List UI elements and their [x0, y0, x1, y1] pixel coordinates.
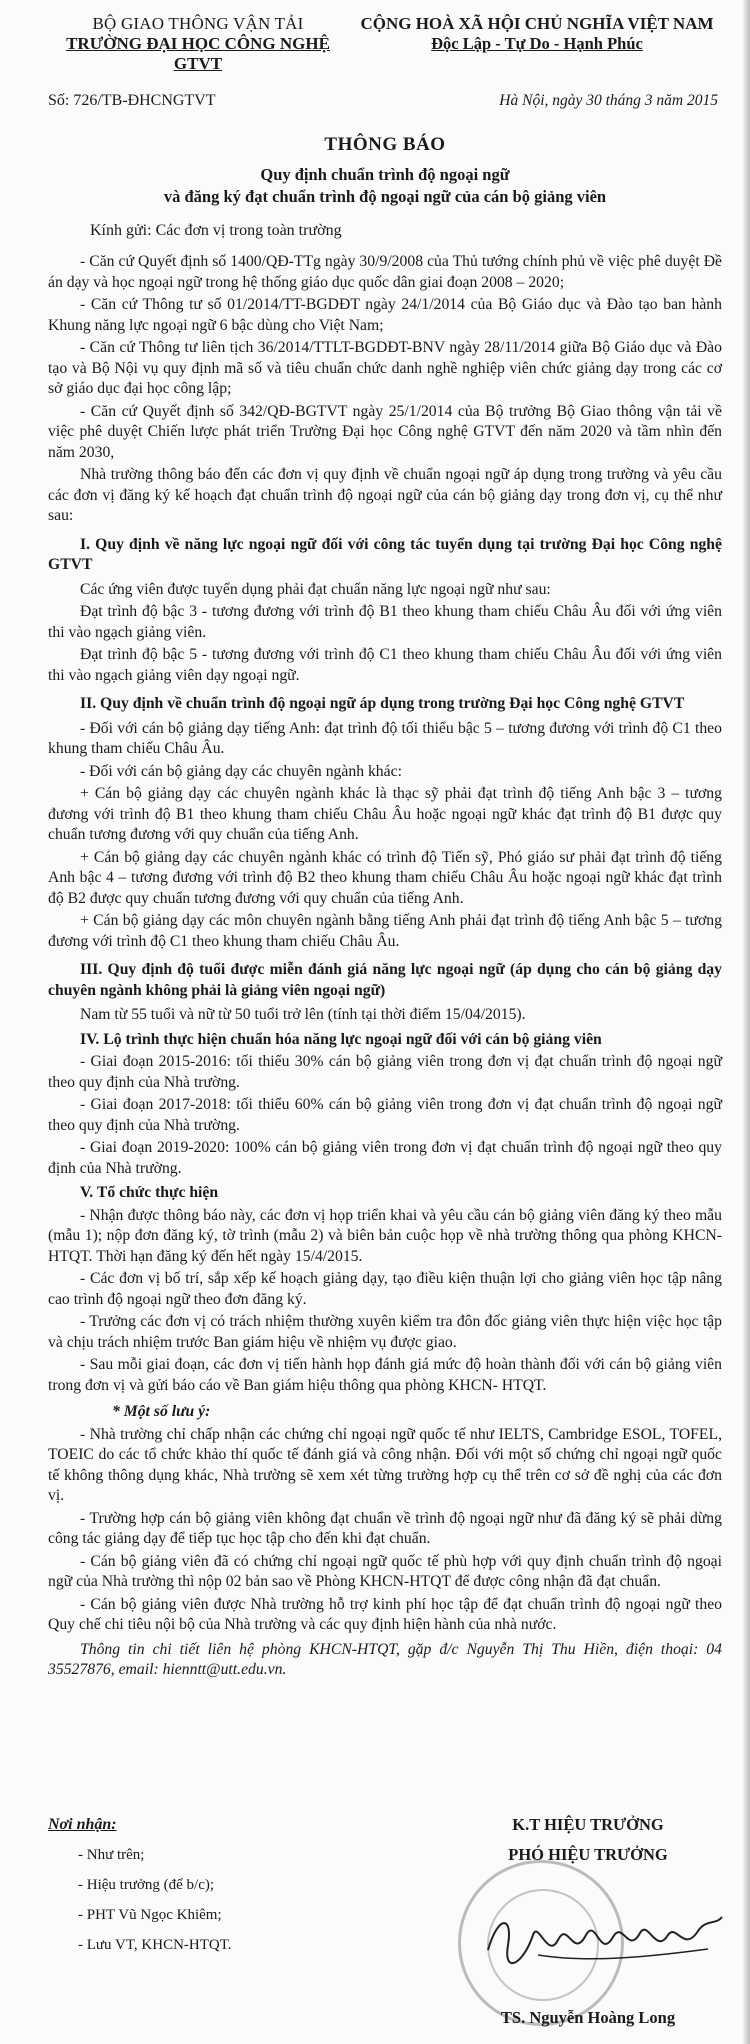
- body-paragraph: - Sau mỗi giai đoạn, các đơn vị tiến hành họp đánh giá mức độ hoàn thành đối với cán bộ giảng viên trong đơn vị và gửi báo cáo về Ban giám hiệu thông qua phòng KHCN- HTQT.: [48, 1356, 722, 1394]
- body-paragraph: + Cán bộ giảng dạy các chuyên ngành khác có trình độ Tiến sỹ, Phó giáo sư phải đạt trình độ tiếng Anh bậc 4 – tương đương với trình độ B2 theo khung tham chiếu Châu Âu hoặc ngoại ngữ khác đạt trình độ B2 được quy chuẩn tương đương với quy chuẩn của tiếng Anh.: [48, 848, 722, 907]
- document-number: Số: 726/TB-ĐHCNGTVT: [48, 92, 216, 109]
- recipients-block: [48, 1810, 348, 1960]
- national-block: [352, 14, 722, 74]
- issue-date: Hà Nội, ngày 30 tháng 3 năm 2015: [499, 92, 718, 109]
- body-paragraph: - Cán bộ giảng viên được Nhà trường hỗ trợ kinh phí học tập để đạt chuẩn trình độ ngoại ngữ theo Quy chế chi tiêu nội bộ của Nhà trường và các quy định hiện hành của nhà nước.: [48, 1595, 722, 1633]
- document-subtitle: [48, 164, 722, 208]
- body-paragraph: - Trường hợp cán bộ giảng viên không đạt chuẩn về trình độ ngoại ngữ như đã đăng ký sẽ phải dừng công tác giảng dạy để tiếp tục học tập cho đến khi đạt chuẩn.: [48, 1509, 722, 1547]
- notes-heading: * Một số lưu ý:: [112, 1403, 211, 1420]
- signature-block: [438, 1810, 738, 2027]
- body-paragraph: - Giai đoạn 2015-2016: tối thiểu 30% cán bộ giảng viên trong đơn vị đạt chuẩn trình độ ngoại ngữ theo quy định của Nhà trường.: [48, 1053, 722, 1091]
- signature-title-1: K.T HIỆU TRƯỞNG: [512, 1815, 664, 1834]
- body-paragraph: + Cán bộ giảng dạy các chuyên ngành khác là thạc sỹ phải đạt trình độ tiếng Anh bậc 3 – tương đương với trình độ B1 theo khung tham chiếu Châu Âu hoặc ngoại ngữ khác đạt trình độ B1 được quy chuẩn tương đương với quy chuẩn của tiếng Anh.: [48, 785, 722, 843]
- body-paragraph: - Trưởng các đơn vị có trách nhiệm thường xuyên kiểm tra đôn đốc giảng viên thực hiện việc học tập và chịu trách nhiệm trước Ban giám hiệu về nhiệm vụ được giao.: [48, 1313, 722, 1351]
- document-header: [48, 14, 722, 74]
- subtitle-line-1: Quy định chuẩn trình độ ngoại ngữ: [260, 165, 510, 184]
- body-paragraph: + Cán bộ giảng dạy các môn chuyên ngành bằng tiếng Anh phải đạt trình độ tiếng Anh bậc 5 – tương đương với trình độ C1 theo khung tham chiếu Châu Âu.: [48, 912, 722, 950]
- document-footer: [48, 1810, 722, 2044]
- section-heading: III. Quy định độ tuổi được miễn đánh giá năng lực ngoại ngữ (áp dụng cho cán bộ giảng dạy chuyên ngành không phải là giảng viên ngoại ngữ): [48, 961, 722, 999]
- scan-edge-shadow: [742, 0, 750, 2044]
- body-paragraph: Nhà trường thông báo đến các đơn vị quy định về chuẩn ngoại ngữ áp dụng trong trường và yêu cầu các đơn vị đăng ký kế hoạch đạt chuẩn trình độ ngoại ngữ của cán bộ giảng dạy trong đơn vị, cụ thể như sau:: [48, 466, 722, 524]
- body-paragraph: - Căn cứ Quyết định số 1400/QĐ-TTg ngày 30/9/2008 của Thủ tướng chính phủ về việc phê duyệt Đề án dạy và học ngoại ngữ trong hệ thống giáo dục quốc dân giai đoạn 2008 – 2020;: [48, 253, 722, 291]
- body-paragraph: Nam từ 55 tuổi và nữ từ 50 tuổi trở lên (tính tại thời điểm 15/04/2015).: [80, 1006, 526, 1023]
- document-body: [48, 252, 722, 1681]
- body-paragraph: Đạt trình độ bậc 5 - tương đương với trình độ C1 theo khung tham chiếu Châu Âu đối với ứng viên thi vào ngạch giảng viên dạy ngoại ngữ.: [48, 646, 722, 684]
- ministry-name: BỘ GIAO THÔNG VẬN TẢI: [92, 14, 304, 33]
- body-paragraph: - Cán bộ giảng viên đã có chứng chỉ ngoại ngữ quốc tế phù hợp với quy định chuẩn trình độ ngoại ngữ của Nhà trường thì nộp 02 bản sao về Phòng KHCN-HTQT để được công nhận đã đạt chuẩn.: [48, 1552, 722, 1590]
- signature-title-2: PHÓ HIỆU TRƯỞNG: [508, 1845, 668, 1864]
- body-paragraph: Các ứng viên được tuyển dụng phải đạt chuẩn năng lực ngoại ngữ như sau:: [80, 580, 551, 598]
- signer-name: TS. Nguyễn Hoàng Long: [500, 2008, 676, 2027]
- handwritten-signature-icon: [478, 1905, 728, 1975]
- university-name: TRƯỜNG ĐẠI HỌC CÔNG NGHỆ GTVT: [66, 34, 330, 73]
- recipient-item: - Lưu VT, KHCN-HTQT.: [78, 1937, 232, 1953]
- recipient-item: - PHT Vũ Ngọc Khiêm;: [78, 1907, 222, 1923]
- body-paragraph: - Căn cứ Thông tư liên tịch 36/2014/TTLT-BGDĐT-BNV ngày 28/11/2014 giữa Bộ Giáo dục và Đào tạo và Bộ Nội vụ quy định mã số và tiêu chuẩn chức danh nghề nghiệp viên chức giảng dạy trong các cơ sở giáo dục đại học công lập;: [48, 339, 722, 397]
- body-paragraph: - Đối với cán bộ giảng dạy tiếng Anh: đạt trình độ tối thiểu bậc 5 – tương đương với trình độ C1 theo khung tham chiếu Châu Âu.: [48, 719, 722, 757]
- body-paragraph: - Giai đoạn 2019-2020: 100% cán bộ giảng viên trong đơn vị đạt chuẩn trình độ ngoại ngữ theo quy định của Nhà trường.: [48, 1139, 722, 1177]
- body-paragraph: - Đối với cán bộ giảng dạy các chuyên ngành khác:: [80, 762, 402, 780]
- body-paragraph: - Căn cứ Thông tư số 01/2014/TT-BGDĐT ngày 24/1/2014 của Bộ Giáo dục và Đào tạo ban hành Khung năng lực ngoại ngữ 6 bậc dùng cho Việt Nam;: [48, 296, 722, 334]
- contact-info: Thông tin chi tiết liên hệ phòng KHCN-HTQT, gặp đ/c Nguyễn Thị Thu Hiền, điện thoại: 04 35527876, email: hienntt@utt.edu.vn.: [48, 1640, 722, 1678]
- subtitle-line-2: và đăng ký đạt chuẩn trình độ ngoại ngữ của cán bộ giảng viên: [163, 187, 607, 206]
- recipient-item: - Hiệu trưởng (để b/c);: [78, 1877, 215, 1893]
- recipient-item: - Như trên;: [78, 1847, 145, 1863]
- body-paragraph: Đạt trình độ bậc 3 - tương đương với trình độ B1 theo khung tham chiếu Châu Âu đối với ứng viên thi vào ngạch giảng viên.: [48, 603, 722, 641]
- national-motto: Độc Lập - Tự Do - Hạnh Phúc: [431, 34, 643, 53]
- document-title: THÔNG BÁO: [324, 134, 446, 155]
- section-heading: I. Quy định về năng lực ngoại ngữ đối với công tác tuyển dụng tại trường Đại học Công nghệ GTVT: [48, 535, 722, 573]
- recipients-title: Nơi nhận:: [48, 1816, 117, 1833]
- body-paragraph: - Nhà trường chỉ chấp nhận các chứng chỉ ngoại ngữ quốc tế như IELTS, Cambridge ESOL, TOFEL, TOEIC do các tổ chức khảo thí quốc tế đánh giá và công nhận. Đối với một số chứng chỉ ngoại ngữ quốc tế không thông dụng khác, Nhà trường sẽ xem xét từng trường hợp cụ thể trên cơ sở đề nghị của các đơn vị.: [48, 1425, 722, 1504]
- body-paragraph: - Giai đoạn 2017-2018: tối thiểu 60% cán bộ giảng viên trong đơn vị đạt chuẩn trình độ ngoại ngữ theo quy định của Nhà trường.: [48, 1096, 722, 1134]
- greeting: Kính gửi: Các đơn vị trong toàn trường: [90, 222, 342, 239]
- body-paragraph: - Nhận được thông báo này, các đơn vị họp triển khai và yêu cầu cán bộ giảng viên đăng ký theo mẫu (mẫu 1); nộp đơn đăng ký, tờ trình (mẫu 2) và biên bản cuộc họp về nhà trường thông qua phòng KHCN- HTQT. Thời hạn đăng ký đến hết ngày 15/4/2015.: [48, 1206, 722, 1265]
- section-heading: II. Quy định về chuẩn trình độ ngoại ngữ áp dụng trong trường Đại học Công nghệ GTVT: [80, 695, 685, 712]
- section-heading: V. Tổ chức thực hiện: [80, 1184, 219, 1201]
- body-paragraph: - Căn cứ Quyết định số 342/QĐ-BGTVT ngày 25/1/2014 của Bộ trưởng Bộ Giao thông vận tải về việc phê duyệt Chiến lược phát triển Trường Đại học Công nghệ GTVT đến năm 2020 và tầm nhìn đến năm 2030,: [48, 402, 722, 461]
- nation-name: CỘNG HOÀ XÃ HỘI CHỦ NGHĨA VIỆT NAM: [360, 14, 714, 33]
- section-heading: IV. Lộ trình thực hiện chuẩn hóa năng lực ngoại ngữ đối với cán bộ giảng viên: [80, 1030, 602, 1048]
- issuer-block: [48, 14, 348, 74]
- body-paragraph: - Các đơn vị bố trí, sắp xếp kế hoạch giảng dạy, tạo điều kiện thuận lợi cho giảng viên học tập nâng cao trình độ ngoại ngữ theo đơn đăng ký.: [48, 1270, 722, 1308]
